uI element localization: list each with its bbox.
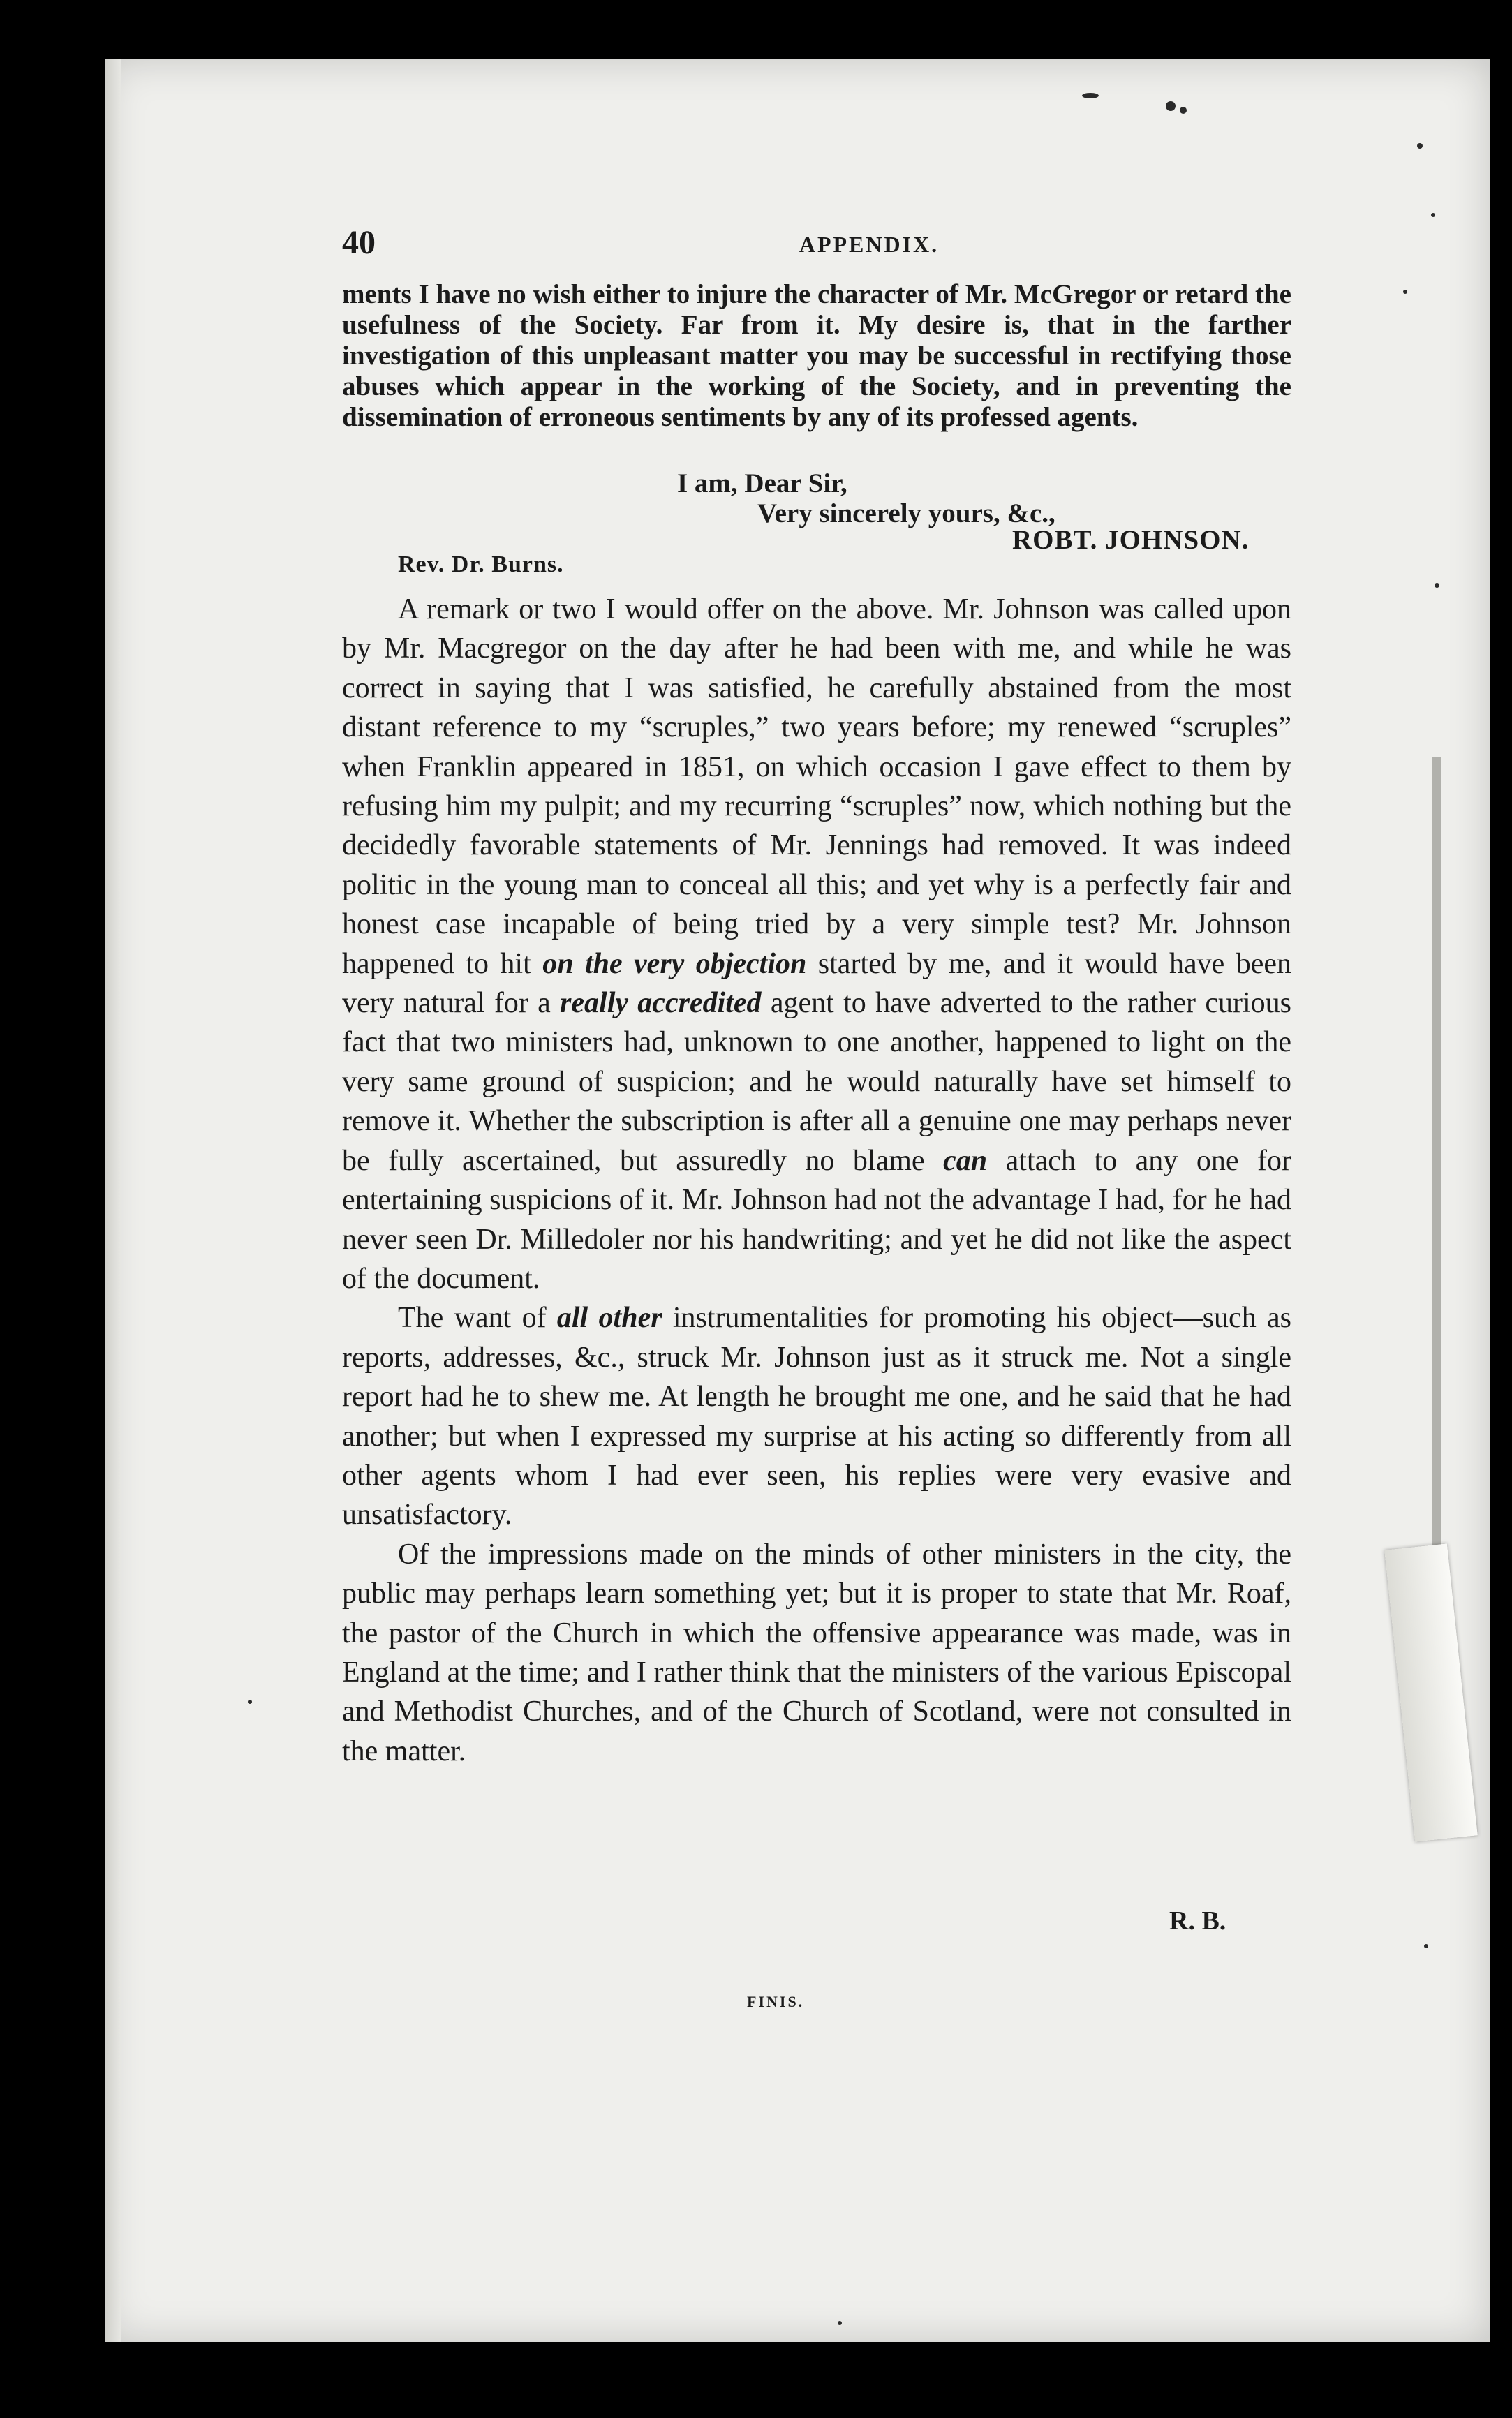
ink-speck xyxy=(248,1700,252,1704)
book-page xyxy=(105,59,1490,2342)
ink-speck xyxy=(838,2321,842,2325)
letter-closing-line: I am, Dear Sir, xyxy=(677,468,847,498)
text-run: agent to have adverted to the rather curious fact that two ministers had, unknown to one another, happened to light on the very same ground of suspicion; and he would naturally have set himself to remove it. Whether the subscription is after all a genuine one may perhaps never be fully ascertained, but assuredly no blame xyxy=(342,987,1291,1177)
italic-emphasis: really accredited xyxy=(560,987,762,1020)
ink-speck xyxy=(1435,583,1439,588)
running-title: APPENDIX. xyxy=(799,232,940,257)
torn-paper-strip xyxy=(1384,1543,1477,1841)
page-number: 40 xyxy=(342,224,376,261)
running-head xyxy=(342,223,1396,272)
body-paragraph: Of the impressions made on the minds of other ministers in the city, the public may perhaps learn something yet; but it is proper to state that Mr. Roaf, the pastor of the Church in which the offensive appearance was made, was in England at the time; and I rather think that the ministers of the various Episcopal and Methodist Churches, and of the Church of Scotland, were not consulted in the matter. xyxy=(342,1538,1291,1767)
ink-speck xyxy=(1403,290,1407,294)
letter-signatory: ROBT. JOHNSON. xyxy=(1012,525,1250,555)
text-run: attach to any one for entertaining suspicions of it. Mr. Johnson had not the advantage I had, for he had never seen Dr. Milledoler nor his handwriting; and yet he did not like the aspect of the document. xyxy=(342,1144,1292,1295)
text-run: instrumentalities for promoting his object—such as reports, addresses, &c., struck Mr. Johnson just as it struck me. Not a single report had he to shew me. At length he brought me one, and he said that he had another; but when I expressed my surprise at his acting so differently from all other agents whom I had ever seen, his replies were very evasive and unsatisfactory. xyxy=(342,1302,1291,1531)
finis-mark: FINIS. xyxy=(747,1993,805,2010)
text-run: A remark or two I would offer on the above. Mr. Johnson was called upon by Mr. Macgregor on the day after he had been with me, and while he was correct in saying that I was satisfied, he carefully abstained from the most distant reference to my “scruples,” two years before; my renewed “scruples” when Franklin appeared in 1851, on which occasion I gave effect to them by refusing him my pulpit; and my recurring “scruples” now, which nothing but the decidedly favorable statements of Mr. Jennings had removed. It was indeed politic in the young man to conceal all this; and yet why is a perfectly fair and honest case incapable of being tried by a very simple test? Mr. Johnson happened to hit xyxy=(342,593,1291,980)
ink-speck xyxy=(1082,93,1099,98)
ink-speck xyxy=(1166,101,1176,111)
italic-emphasis: can xyxy=(943,1144,988,1177)
text-run: started by me, and it would have been very natural for a xyxy=(342,947,1291,1020)
page-left-edge xyxy=(105,59,121,2342)
letter-addressee: Rev. Dr. Burns. xyxy=(398,551,564,577)
ink-speck xyxy=(1417,143,1423,149)
ink-speck xyxy=(1424,1944,1428,1948)
author-initials: R. B. xyxy=(1169,1906,1226,1936)
text-run: The want of xyxy=(398,1302,557,1335)
letter-tail-paragraph: ments I have no wish either to injure the character of Mr. McGregor or retard the usefulness of the Society. Far from it. My desire is, that in the farther investigation of this unpleasant matter you may be successful in rectifying those abuses which appear in the working of the Society, and in preventing the dissemination of erroneous sentiments by any of its professed agents. xyxy=(342,279,1291,432)
body-paragraph xyxy=(342,590,1291,1298)
body-paragraph xyxy=(342,1298,1291,1534)
ink-speck xyxy=(1180,107,1187,114)
ink-speck xyxy=(1431,213,1435,217)
letter-closing-line: Very sincerely yours, &c., xyxy=(757,498,1055,528)
italic-emphasis: on the very objection xyxy=(542,947,807,980)
binding-stain xyxy=(1432,757,1441,1560)
body-text xyxy=(342,590,1291,1771)
italic-emphasis: all other xyxy=(556,1302,662,1335)
